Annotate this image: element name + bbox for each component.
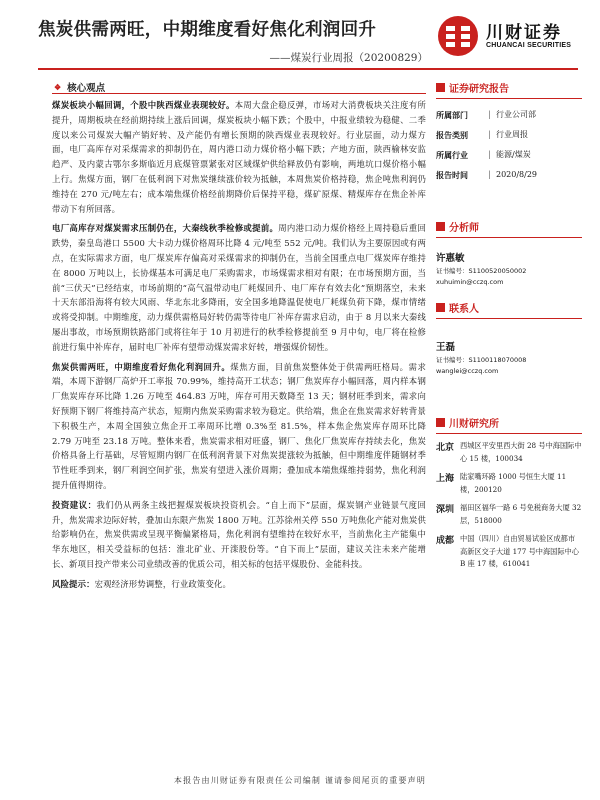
contact-email[interactable]: wanglei@cczq.com: [436, 367, 499, 375]
info-key: 报告类别: [436, 130, 468, 140]
paragraph-lead: 煤炭板块小幅回调，个股中陕西煤业表现较好。: [52, 100, 235, 110]
paragraph-lead: 风险提示：: [52, 578, 95, 589]
analyst-email[interactable]: xuhuimin@cczq.com: [436, 278, 504, 286]
analyst-heading: 分析师: [436, 219, 582, 238]
logo-name-cn: 川财证券: [486, 23, 562, 43]
office-entry: [436, 471, 582, 496]
info-row: [436, 165, 582, 185]
office-address: 中国（四川）自由贸易试验区成都市高新区交子大道 177 号中海国际中心 B 座 17 楼，610041: [460, 534, 579, 568]
paragraph-body: 我们仍从两条主线把握煤炭板块投资机会。“自上而下”层面，煤炭钢产业链景气度回升，焦炭需求边际好转，叠加山东限产焦炭 1800 万吨。江苏徐州关停 550 万吨焦化产能对焦炭供给影响仍在，焦炭供需或呈现平衡偏紧格局，焦化利润有望维持在较好水平，当前焦化主产能集中华东地区，相关受益标的包括：淮北矿业、开滦股份等。“自下而上”层面，建议关注未来产能增长、新项目投产带来公司业绩改善的优质公司，相关标的包括平煤股份、金能科技。: [52, 499, 426, 569]
office-city: 北京: [436, 443, 455, 453]
analyst-card: [436, 250, 582, 288]
office-address: 福田区福华一路 6 号免税商务大厦 32 层，518000: [460, 503, 582, 525]
company-logo: [438, 14, 578, 60]
contact-name: 王磊: [436, 342, 456, 353]
info-separator: |: [488, 110, 491, 119]
core-view-heading: [52, 80, 426, 94]
office-city: 成都: [436, 536, 455, 546]
square-icon: [436, 303, 445, 312]
contact-card: [436, 339, 582, 377]
paragraph-body: 本周大盘企稳反弹，市场对大消费板块关注度有所提升，周期板块在经前期持续上涨后回调，煤炭板块小幅下跌；个股中，中报业绩较为稳健、二季度以来公司煤炭大幅产销好转、及产能仍有增长预期的陕西煤业表现较好。行业层面，动力煤方面，电厂高库存对采煤需求的抑制仍在，周内港口动力煤价格小幅下跌；产地方面，陕西榆林安监趋严、及内蒙古鄂尔多斯临近月底煤管票紧张对区域煤炉供给释放仍有影响，两地坑口煤价格小幅上行。焦煤方面，钢厂在低利润下对焦炭继续涨价较为抵触，本周焦炭价格持稳，焦企吨焦利润仍维持在 270 元/吨左右；成本端焦煤价格经前期降价后保持平稳，煤矿原煤、精煤库存在焦企补库带动下有所回落。: [52, 100, 426, 214]
report-header: [38, 10, 578, 68]
logo-mark-icon: [438, 16, 478, 56]
office-address: 西城区平安里西大街 28 号中海国际中心 15 楼，100034: [460, 441, 582, 463]
diamond-icon: ❖: [54, 81, 62, 92]
institute-heading: 川财研究所: [436, 415, 582, 434]
office-entry: [436, 502, 582, 527]
header-divider: [38, 68, 578, 70]
square-icon: [436, 418, 445, 427]
square-icon: [436, 222, 445, 231]
office-entry: [436, 533, 582, 571]
info-row: [436, 145, 582, 165]
info-separator: |: [488, 130, 491, 139]
info-key: 报告时间: [436, 170, 468, 180]
analyst-cert: 证书编号：S1100520050002: [436, 267, 527, 275]
paragraph-body: 煤焦方面，目前焦炭整体处于供需两旺格局。需求端，本周下游钢厂高炉开工率报 70.99%，维持高开工状态；钢厂焦炭库存小幅回落，周内样本钢厂焦炭库存环比降 1.26 万吨至 464.83 万吨，库存可用天数降至 13 天；钢材旺季到来，需求向好预期下钢厂将维持高产状态，短期内焦炭采购需求较为稳定。供给端，焦企在焦炭需求好转背景下积极生产，本周全国独立焦企开工率周环比增 0.3%至 81.5%，样本焦企焦炭库存周环比降 2.79 万吨至 23.18 万吨。整体来看，焦炭需求相对旺盛，钢厂、焦化厂焦炭库存持续去化，焦炭价格具备上行基础，尽管短期内钢厂在低利润背景下对焦炭提涨较为抵触，但中期维度伴随钢材季节性旺季到来，钢厂利润空间扩张，焦炭有望进入涨价周期；叠加成本端焦煤维持弱势，焦化利润提升值得期待。: [52, 361, 426, 490]
square-icon: [436, 83, 445, 92]
info-value: 行业公司部: [496, 110, 536, 119]
info-separator: |: [488, 150, 491, 159]
paragraph: [52, 360, 426, 493]
paragraph-body: 周内港口动力煤价格经上周持稳后重回跌势，秦皇岛港口 5500 大卡动力煤价格周环比降 4 元/吨至 552 元/吨。我们认为主要原因或有两点，在实际需求方面，电厂煤炭库存偏高对采煤需求的抑制仍在，当前全国重点电厂煤炭库存维持在 8000 万吨以上，长协煤基本可满足电厂采购需求，市场煤需求相对有限；在市场预期方面，当前“三伏天”已经结束，市场前期的“高气温带动电厂耗煤回升、电厂库存有效去化”预期落空，未来十天东部沿海将有较大风雨、华北东北多降雨，安全国多地降温促使电厂耗煤负荷下降，煤市情绪或将受抑制。中期维度，动力煤供需格局好转仍需等待电厂补库存需求启动，由于 8 月以来大秦线屡出事故，市场预期铁路部门或将往年于 10 月初进行的秋季检修提前至 9 月中旬，电厂将在检修前进行集中补库存，届时电厂补库有望带动煤炭需求好转，增强煤价韧性。: [52, 223, 426, 352]
paragraph-lead: 投资建议：: [52, 499, 97, 510]
page-footer: 本报告由川财证券有限责任公司编制 谨请参阅尾页的重要声明: [173, 776, 427, 785]
info-value: 能源/煤炭: [496, 150, 531, 159]
office-entry: [436, 440, 582, 465]
office-city: 上海: [436, 474, 455, 484]
sidebar: [436, 80, 582, 577]
info-row: [436, 125, 582, 145]
report-info-heading: 证券研究报告: [436, 80, 582, 99]
info-key: 所属行业: [436, 150, 468, 160]
paragraph: [52, 98, 426, 216]
office-city: 深圳: [436, 505, 455, 515]
paragraph-body: 宏观经济形势调整，行业政策变化。: [94, 578, 232, 589]
contact-cert: 证书编号：S1100118070008: [436, 356, 527, 364]
info-separator: |: [488, 170, 491, 179]
info-value: 2020/8/29: [496, 170, 538, 179]
analyst-name: 许惠敏: [436, 253, 465, 264]
logo-name-en: CHUANCAI SECURITIES: [486, 42, 572, 49]
paragraph-lead: 焦炭供需两旺，中期维度看好焦化利润回升。: [52, 361, 231, 372]
paragraph-lead: 电厂高库存对煤炭需求压制仍在，大秦线秋季检修或提前。: [52, 223, 279, 234]
main-content: [52, 80, 426, 597]
contact-heading: 联系人: [436, 300, 582, 319]
info-row: [436, 105, 582, 125]
paragraph: [52, 577, 426, 592]
page-title: 焦炭供需两旺，中期维度看好焦化利润回升: [38, 20, 377, 40]
paragraph: [52, 498, 426, 572]
paragraph: [52, 221, 426, 354]
info-key: 所属部门: [436, 110, 468, 120]
page-subtitle: ——煤炭行业周报（20200829）: [269, 52, 428, 64]
core-view-title: 核心观点: [67, 82, 106, 94]
info-value: 行业周报: [496, 130, 528, 139]
office-address: 陆家嘴环路 1000 号恒生大厦 11 楼，200120: [460, 472, 567, 494]
